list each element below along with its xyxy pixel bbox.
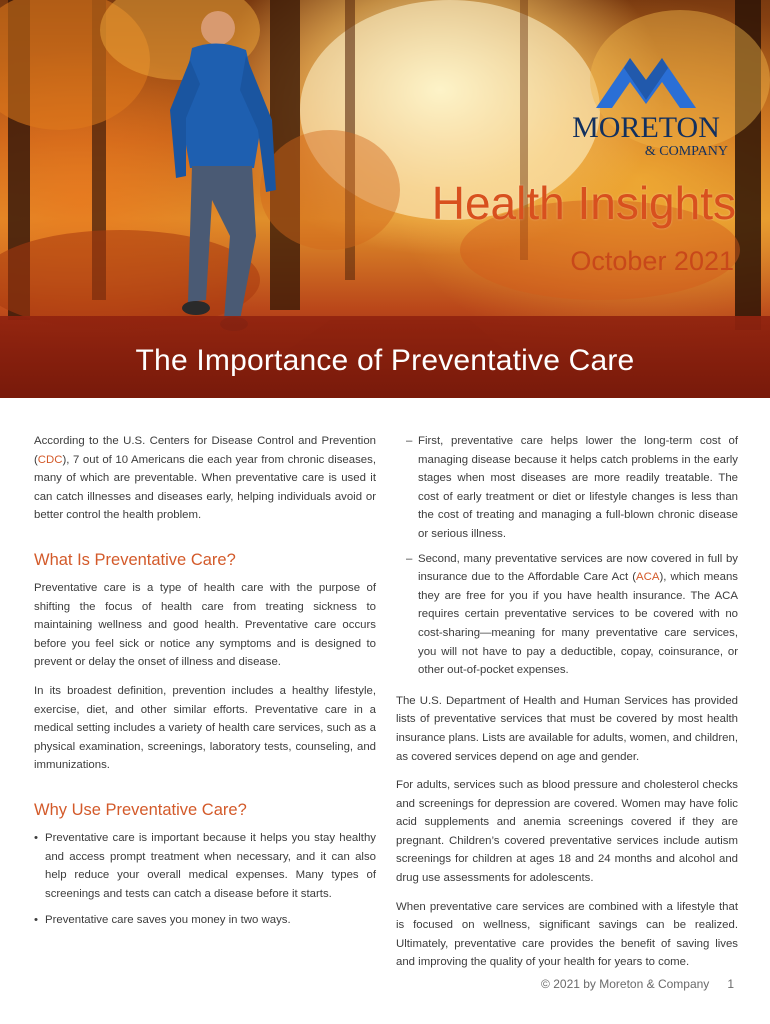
dash2-text-b: ), which means they are free for you if you have health insurance. The ACA requires certain preventative services to be covered with no cost-sharing—meaning for many preventative care services, you will not have to pay a deductible, copay, coinsurance, or other out-of-pocket expenses. [418, 571, 738, 677]
newsletter-title: Health Insights [431, 177, 736, 229]
savings-dash-list [396, 432, 738, 680]
article-title: The Importance of Preventative Care [135, 344, 635, 377]
conclusion-paragraph: When preventative care services are combined with a lifestyle that is focused on wellness, significant savings can be realized. Ultimately, preventative care provides the benefit of saving lives and improving the quality of your health for years to come. [396, 900, 738, 969]
logo-wordmark: MORETON [572, 111, 720, 144]
what-paragraph-1: Preventative care is a type of health care with the purpose of shifting the focus of health care from treating sickness to maintaining wellness and good health. Preventative care occurs before you feel sick or notice any symptoms and is designed to prevent or delay the onset of illness and disease. [34, 581, 376, 669]
list-item [396, 550, 738, 680]
hhs-paragraph: The U.S. Department of Health and Human Services has provided lists of preventative services that must be covered by most health insurance plans. Lists are available for adults, women, and children, as covered services depend on age and gender. [396, 694, 738, 763]
hero-banner [0, 0, 770, 398]
aca-abbreviation: ACA [636, 571, 660, 584]
heading-why-use-preventative-care: Why Use Preventative Care? [34, 800, 247, 819]
page-number: 1 [727, 977, 734, 991]
copyright-text: © 2021 by Moreton & Company [541, 977, 710, 991]
why-bullet-list [34, 829, 376, 930]
moreton-logo [556, 52, 736, 164]
cdc-abbreviation: CDC [37, 453, 63, 466]
mountain-logo-icon [596, 52, 696, 110]
left-column [34, 432, 376, 938]
logo-subtitle: & COMPANY [644, 144, 728, 159]
intro-paragraph [34, 432, 376, 525]
dash2-text-a: Second, many preventative services are now covered in full by insurance due to the Affordable Care Act ( [418, 552, 738, 584]
list-item: – First, preventative care helps lower the long-term cost of managing disease because it helps catch problems in the early stages when most diseases are more readily treatable. The cost of early treatment or diet or lifestyle changes is less than the cost of treating and managing a full-blown chronic disease or serious illness. [396, 432, 738, 544]
intro-text-a: According to the U.S. Centers for Disease Control and Prevention ( [34, 435, 376, 466]
newsletter-date: October 2021 [570, 246, 734, 276]
page-footer [541, 977, 734, 991]
right-column [396, 432, 738, 982]
intro-text-b: ), 7 out of 10 Americans die each year from chronic diseases, many of which are preventable. When preventative care is used it can catch illnesses and diseases early, helping individuals avoid or better control the health problem. [34, 453, 376, 522]
list-item: • Preventative care is important because it helps you stay healthy and access prompt treatment when necessary, and it can also help reduce your overall medical expenses. Many types of screenings and tests can catch a disease before it starts. [34, 829, 376, 903]
what-paragraph-2: In its broadest definition, prevention includes a healthy lifestyle, exercise, diet, and other similar efforts. Preventative care in a medical setting includes a variety of health care services, such as a physical examination, screenings, laboratory tests, counseling, and immunizations. [34, 684, 376, 772]
heading-what-is-preventative-care: What Is Preventative Care? [34, 550, 236, 569]
list-item: • Preventative care saves you money in two ways. [34, 911, 376, 930]
adult-services-paragraph: For adults, services such as blood pressure and cholesterol checks and screenings for depression are covered. Women may have folic acid supplements and anemia screenings covered if they are pregnant. Children’s covered preventative services include autism screenings for children at ages 18 and 24 months and alcohol and drug use assessments for adolescents. [396, 779, 738, 885]
